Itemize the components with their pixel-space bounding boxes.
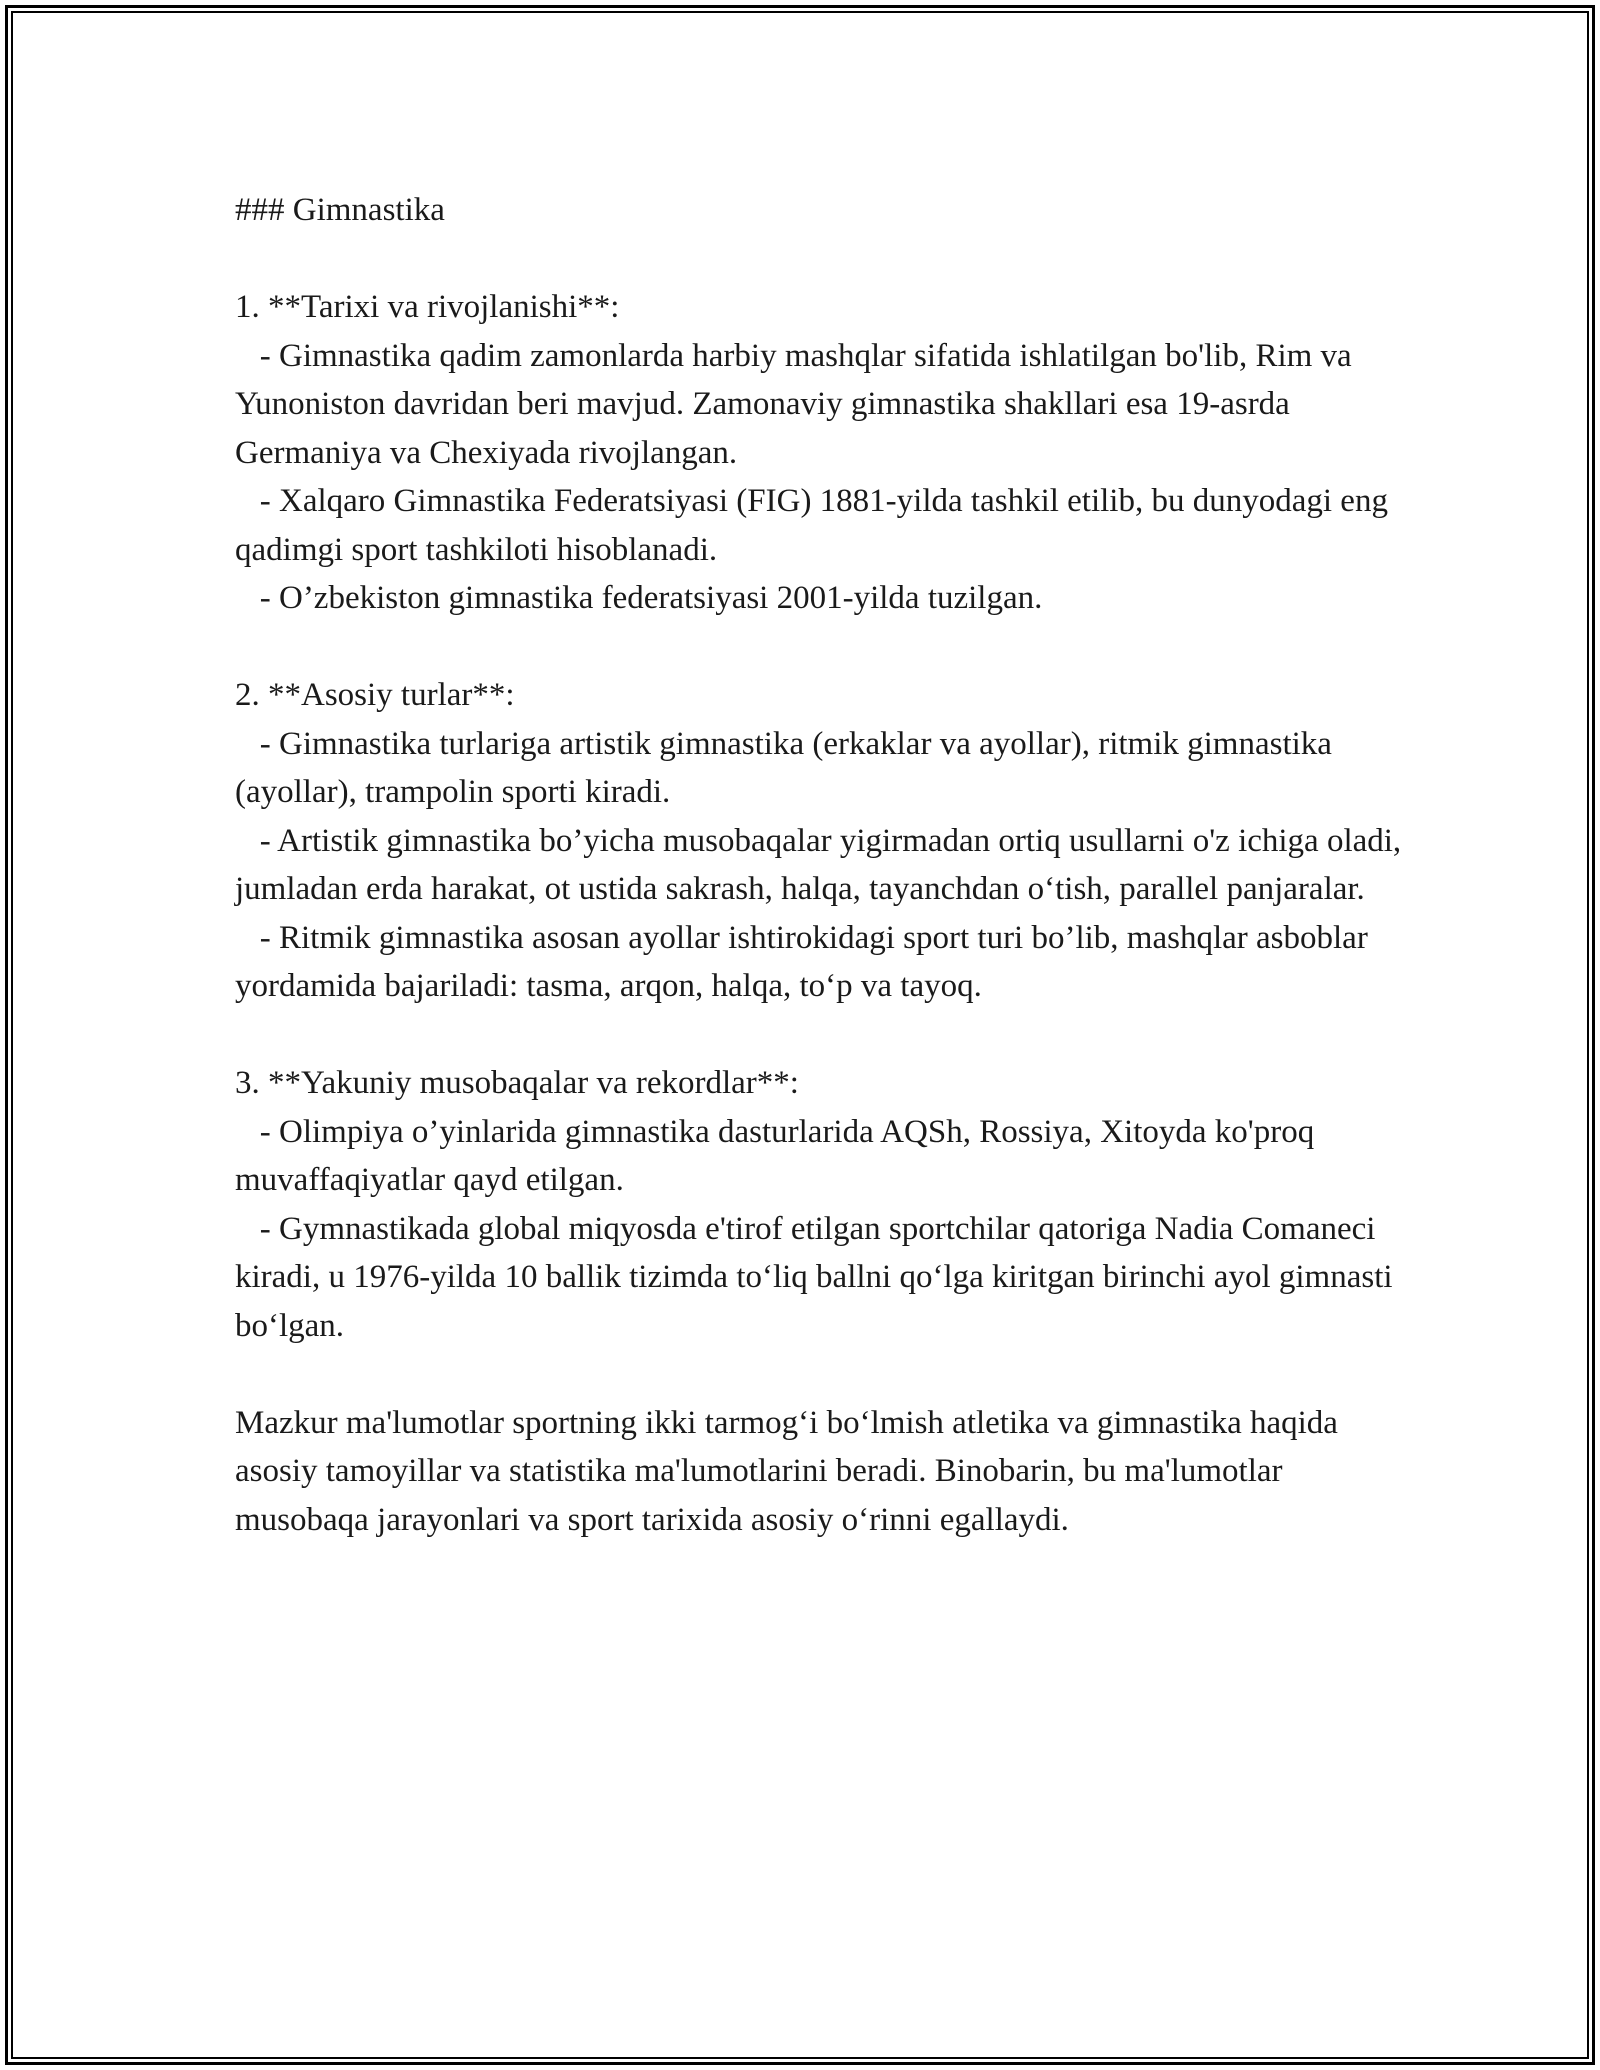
section-title: 1. **Tarixi va rivojlanishi**: (235, 289, 620, 325)
section-competitions-records (235, 1059, 1405, 1350)
spacer (235, 623, 1405, 672)
list-item: - Gymnastikada global miqyosda e'tirof etilgan sportchilar qatoriga Nadia Comaneci kiradi, u 1976-yilda 10 ballik tizimda to‘liq ballni qo‘lga kiritgan birinchi ayol gimnasti bo‘lgan. (235, 1210, 1401, 1344)
section-title: 2. **Asosiy turlar**: (235, 677, 515, 713)
document-heading: ### Gimnastika (235, 192, 445, 228)
list-item: - Gimnastika turlariga artistik gimnastika (erkaklar va ayollar), ritmik gimnastika (ayollar), trampolin sporti kiradi. (235, 725, 1341, 810)
document-body (235, 186, 1410, 1544)
spacer (235, 235, 1405, 284)
list-item: - Ritmik gimnastika asosan ayollar ishtirokidagi sport turi bo’lib, mashqlar asboblar yordamida bajariladi: tasma, arqon, halqa, to‘p va tayoq. (235, 919, 1377, 1004)
conclusion-paragraph: Mazkur ma'lumotlar sportning ikki tarmog‘i bo‘lmish atletika va gimnastika haqida asosiy tamoyillar va statistika ma'lumotlarini beradi. Binobarin, bu ma'lumotlar musobaqa jarayonlari va sport tarixida asosiy o‘rinni egallaydi. (235, 1404, 1347, 1538)
spacer (235, 1350, 1405, 1399)
section-history (235, 283, 1405, 623)
list-item: - Xalqaro Gimnastika Federatsiyasi (FIG) 1881-yilda tashkil etilib, bu dunyodagi eng qadimgi sport tashkiloti hisoblanadi. (235, 483, 1397, 568)
list-item: - Gimnastika qadim zamonlarda harbiy mashqlar sifatida ishlatilgan bo'lib, Rim va Yunoniston davridan beri mavjud. Zamonaviy gimnastika shakllari esa 19-asrda Germaniya va Chexiyada rivojlangan. (235, 337, 1359, 471)
section-main-types (235, 671, 1410, 1011)
spacer (235, 1011, 1405, 1060)
list-item: - Olimpiya o’yinlarida gimnastika dasturlarida AQSh, Rossiya, Xitoyda ko'proq muvaffaqiyatlar qayd etilgan. (235, 1113, 1323, 1198)
list-item: - Artistik gimnastika bo’yicha musobaqalar yigirmadan ortiq usullarni o'z ichiga oladi, jumladan erda harakat, ot ustida sakrash, halqa, tayanchdan o‘tish, parallel panjaralar. (235, 822, 1410, 907)
section-title: 3. **Yakuniy musobaqalar va rekordlar**: (235, 1065, 799, 1101)
list-item: - O’zbekiston gimnastika federatsiyasi 2001-yilda tuzilgan. (235, 580, 1043, 616)
